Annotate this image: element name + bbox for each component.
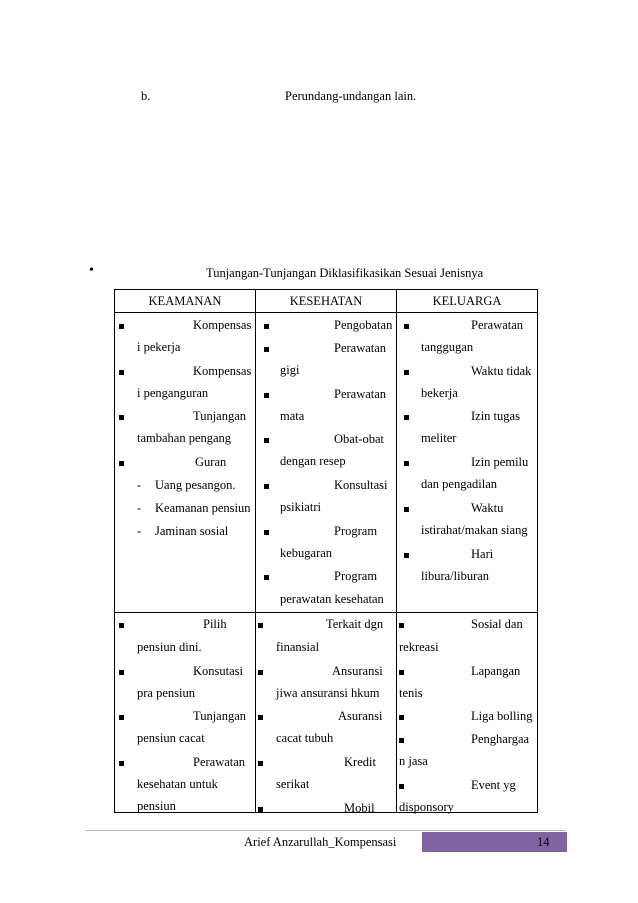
square-bullet-icon [404, 507, 409, 512]
list-item: Hari [471, 547, 494, 561]
dash-item: Jaminan sosial [155, 524, 229, 538]
list-item: Asuransi [338, 709, 383, 723]
list-item-cont: tenis [399, 686, 423, 700]
square-bullet-icon [258, 670, 263, 675]
list-item: Liga bolling [471, 709, 533, 723]
footer-divider [86, 830, 566, 831]
list-item: Kompensas [193, 318, 252, 332]
square-bullet-icon [258, 623, 263, 628]
list-item-cont: psikiatri [280, 500, 321, 514]
cell-keamanan-1 [115, 313, 256, 613]
cell-keluarga-1 [397, 313, 538, 613]
list-item-cont: i penganguran [137, 386, 209, 400]
square-bullet-icon [404, 415, 409, 420]
list-item-cont: kebugaran [280, 546, 333, 560]
list-item-cont: meliter [421, 431, 457, 445]
cell-kesehatan-2 [256, 613, 397, 813]
list-item-cont: n jasa [399, 754, 428, 768]
list-item-cont: perawatan kesehatan [280, 592, 384, 606]
square-bullet-icon [399, 715, 404, 720]
list-item-cont: pensiun [137, 799, 176, 813]
dash-marker: - [137, 501, 142, 515]
list-marker-b: b. [141, 89, 151, 103]
list-item: Waktu tidak [471, 364, 532, 378]
list-item: Program [334, 569, 378, 583]
table-row [115, 613, 538, 813]
list-item: Perawatan [471, 318, 524, 332]
square-bullet-icon [404, 324, 409, 329]
list-item-cont: tambahan pengang [137, 431, 232, 445]
square-bullet-icon [264, 530, 269, 535]
list-item-cont: bekerja [421, 386, 458, 400]
square-bullet-icon [404, 553, 409, 558]
list-item-cont: dan pengadilan [421, 477, 498, 491]
table-row [115, 313, 538, 613]
square-bullet-icon [264, 484, 269, 489]
list-item-cont: pra pensiun [137, 686, 195, 700]
list-item: Mobil [344, 801, 375, 815]
square-bullet-icon [119, 670, 124, 675]
list-item-text: Perundang-undangan lain. [285, 89, 417, 103]
square-bullet-icon [119, 324, 124, 329]
list-item: Izin pemilu [471, 455, 529, 469]
benefits-table [114, 289, 538, 813]
dash-marker: - [137, 524, 142, 538]
square-bullet-icon [399, 738, 404, 743]
square-bullet-icon [119, 761, 124, 766]
square-bullet-icon [119, 715, 124, 720]
list-item-cont: finansial [276, 640, 320, 654]
list-item-cont: mata [280, 409, 305, 423]
list-item: Guran [195, 455, 227, 469]
square-bullet-icon [399, 623, 404, 628]
square-bullet-icon [264, 575, 269, 580]
list-item: Penghargaa [471, 732, 530, 746]
square-bullet-icon [399, 670, 404, 675]
dash-item: Uang pesangon. [155, 478, 236, 492]
list-item: Sosial dan [471, 617, 523, 631]
square-bullet-icon [258, 807, 263, 812]
list-item: Perawatan [334, 387, 387, 401]
square-bullet-icon [119, 370, 124, 375]
list-item-cont: libura/liburan [421, 569, 490, 583]
cell-kesehatan-1 [256, 313, 397, 613]
dash-item: Keamanan pensiun [155, 501, 251, 515]
square-bullet-icon [119, 623, 124, 628]
list-item: Obat-obat [334, 432, 384, 446]
list-item: Konsutasi [193, 664, 243, 678]
page-number: 14 [537, 835, 550, 849]
list-item: Kompensas [193, 364, 252, 378]
list-item-cont: disponsory [399, 800, 454, 814]
dash-marker: - [137, 478, 142, 492]
square-bullet-icon [264, 438, 269, 443]
cell-keamanan-2 [115, 613, 256, 813]
square-bullet-icon [399, 784, 404, 789]
square-bullet-icon [404, 461, 409, 466]
list-item: Perawatan [193, 755, 246, 769]
list-item: Terkait dgn [326, 617, 384, 631]
list-item: Program [334, 524, 378, 538]
list-item-cont: kesehatan untuk [137, 777, 218, 791]
header-kesehatan: KESEHATAN [289, 294, 363, 308]
list-item-cont: rekreasi [399, 640, 439, 654]
list-item: Pilih [203, 617, 227, 631]
square-bullet-icon [264, 393, 269, 398]
square-bullet-icon [258, 715, 263, 720]
list-item-cont: gigi [280, 363, 300, 377]
list-item-cont: dengan resep [280, 454, 346, 468]
footer-author: Arief Anzarullah_Kompensasi [244, 835, 397, 849]
cell-keluarga-2 [397, 613, 538, 813]
list-item-cont: serikat [276, 777, 310, 791]
list-item: Tunjangan [193, 709, 247, 723]
list-item: Perawatan [334, 341, 387, 355]
list-item: Waktu [471, 501, 504, 515]
section-title: Tunjangan-Tunjangan Diklasifikasikan Sesuai Jenisnya [206, 266, 484, 280]
header-keamanan: KEAMANAN [148, 294, 222, 308]
square-bullet-icon [404, 370, 409, 375]
list-item-cont: pensiun cacat [137, 731, 205, 745]
list-item: Tunjangan [193, 409, 247, 423]
table-header-row [115, 290, 538, 313]
square-bullet-icon [258, 761, 263, 766]
list-item: Event yg [471, 778, 516, 792]
square-bullet-icon [264, 324, 269, 329]
square-bullet-icon [119, 415, 124, 420]
list-item-cont: cacat tubuh [276, 731, 334, 745]
square-bullet-icon [264, 347, 269, 352]
list-item: Konsultasi [334, 478, 388, 492]
list-item-cont: tanggugan [421, 340, 474, 354]
list-item: Ansuransi [332, 664, 383, 678]
list-item: Pengobatan [334, 318, 393, 332]
square-bullet-icon [119, 461, 124, 466]
list-item-cont: jiwa ansuransi hkum [276, 686, 380, 700]
header-keluarga: KELUARGA [432, 294, 502, 308]
bullet-icon: • [89, 263, 94, 278]
list-item: Kredit [344, 755, 376, 769]
list-item-cont: pensiun dini. [137, 640, 202, 654]
list-item: Lapangan [471, 664, 521, 678]
list-item: Izin tugas [471, 409, 520, 423]
list-item-cont: istirahat/makan siang [421, 523, 528, 537]
list-item-cont: i pekerja [137, 340, 181, 354]
